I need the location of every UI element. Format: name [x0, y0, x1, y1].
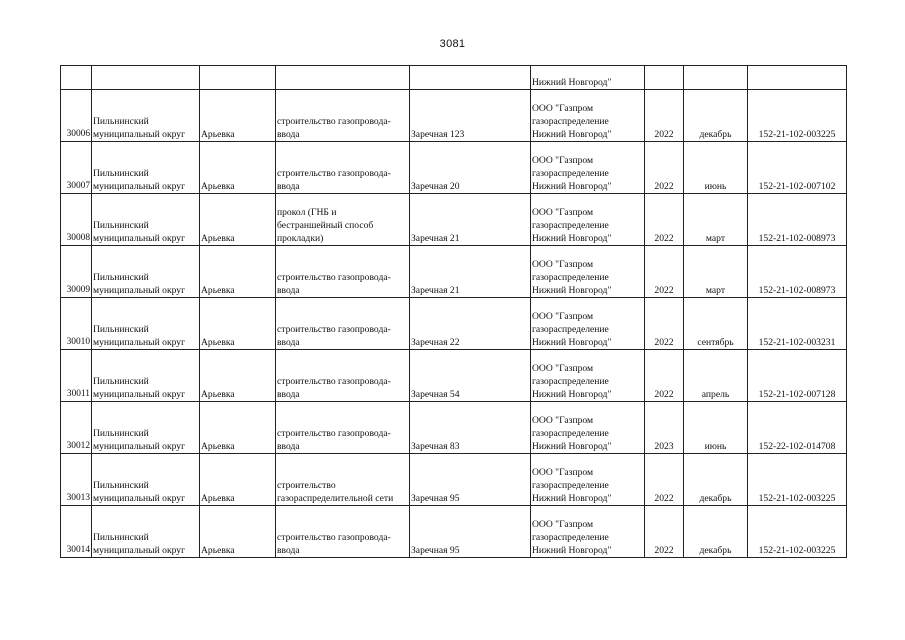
cell-year: 2022	[645, 298, 684, 350]
work-line: строительство газопровода-	[277, 376, 391, 387]
cell-id: 30008	[61, 194, 92, 246]
cell-code: 152-21-102-007102	[748, 142, 847, 194]
cell-year: 2022	[645, 90, 684, 142]
org-line: газораспределение	[532, 168, 609, 179]
cell-village: Арьевка	[200, 402, 276, 454]
org-line: Нижний Новгород"	[532, 389, 612, 400]
cell-year: 2022	[645, 350, 684, 402]
cell-code	[748, 66, 847, 90]
table-row	[61, 402, 847, 454]
district-line: муниципальный округ	[93, 285, 186, 296]
cell-organization	[531, 90, 645, 142]
work-line: ввода	[277, 441, 300, 452]
gas-registry-table	[60, 65, 847, 558]
work-line: ввода	[277, 129, 300, 140]
org-line: газораспределение	[532, 272, 609, 283]
cell-work	[276, 90, 410, 142]
district-line: Пильнинский	[93, 532, 149, 543]
page-number: 3081	[439, 38, 466, 50]
cell-organization	[531, 454, 645, 506]
cell-id: 30014	[61, 506, 92, 558]
cell-id: 30006	[61, 90, 92, 142]
cell-street: Заречная 22	[410, 298, 531, 350]
work-line: строительство газопровода-	[277, 116, 391, 127]
org-line: Нижний Новгород"	[532, 545, 612, 556]
cell-organization	[531, 66, 645, 90]
cell-code: 152-21-102-008973	[748, 246, 847, 298]
work-line: строительство	[277, 480, 336, 491]
org-line: ООО "Газпром	[532, 103, 594, 114]
table-row	[61, 194, 847, 246]
org-line: ООО "Газпром	[532, 363, 594, 374]
cell-district	[92, 142, 200, 194]
work-line: ввода	[277, 181, 300, 192]
org-line: Нижний Новгород"	[532, 233, 612, 244]
table-row	[61, 454, 847, 506]
cell-district	[92, 90, 200, 142]
cell-village: Арьевка	[200, 506, 276, 558]
org-line: газораспределение	[532, 116, 609, 127]
cell-street: Заречная 83	[410, 402, 531, 454]
cell-work	[276, 402, 410, 454]
district-line: Пильнинский	[93, 376, 149, 387]
work-line: ввода	[277, 389, 300, 400]
org-line: Нижний Новгород"	[532, 337, 612, 348]
cell-work	[276, 246, 410, 298]
district-line: Пильнинский	[93, 324, 149, 335]
district-line: Пильнинский	[93, 116, 149, 127]
org-line: газораспределение	[532, 324, 609, 335]
district-line: Пильнинский	[93, 220, 149, 231]
cell-id: 30012	[61, 402, 92, 454]
org-line: ООО "Газпром	[532, 155, 594, 166]
district-line: муниципальный округ	[93, 181, 186, 192]
cell-work	[276, 506, 410, 558]
cell-month: июнь	[684, 402, 748, 454]
org-line: газораспределение	[532, 480, 609, 491]
table-row	[61, 142, 847, 194]
work-line: ввода	[277, 337, 300, 348]
cell-village: Арьевка	[200, 350, 276, 402]
org-line: Нижний Новгород"	[532, 181, 612, 192]
cell-organization	[531, 402, 645, 454]
cell-organization	[531, 350, 645, 402]
table-row	[61, 506, 847, 558]
cell-year	[645, 66, 684, 90]
cell-code: 152-21-102-007128	[748, 350, 847, 402]
org-line: газораспределение	[532, 428, 609, 439]
district-line: муниципальный округ	[93, 337, 186, 348]
org-line: Нижний Новгород"	[532, 493, 612, 504]
district-line: муниципальный округ	[93, 441, 186, 452]
cell-organization	[531, 298, 645, 350]
cell-village: Арьевка	[200, 454, 276, 506]
cell-month: март	[684, 194, 748, 246]
cell-district	[92, 298, 200, 350]
cell-street: Заречная 21	[410, 246, 531, 298]
cell-month	[684, 66, 748, 90]
cell-street: Заречная 54	[410, 350, 531, 402]
cell-village	[200, 66, 276, 90]
cell-year: 2022	[645, 246, 684, 298]
cell-year: 2022	[645, 506, 684, 558]
cell-village: Арьевка	[200, 90, 276, 142]
cell-street: Заречная 21	[410, 194, 531, 246]
cell-year: 2022	[645, 142, 684, 194]
cell-id: 30010	[61, 298, 92, 350]
cell-id: 30013	[61, 454, 92, 506]
table-row	[61, 350, 847, 402]
table-row	[61, 90, 847, 142]
org-line: ООО "Газпром	[532, 415, 594, 426]
cell-id	[61, 66, 92, 90]
work-line: строительство газопровода-	[277, 428, 391, 439]
cell-month: декабрь	[684, 90, 748, 142]
cell-street: Заречная 123	[410, 90, 531, 142]
cell-district	[92, 454, 200, 506]
work-line: бестраншейный способ	[277, 220, 374, 231]
cell-month: июнь	[684, 142, 748, 194]
cell-year: 2023	[645, 402, 684, 454]
work-line: прокладки)	[277, 233, 324, 244]
org-line: Нижний Новгород"	[532, 285, 612, 296]
cell-month: март	[684, 246, 748, 298]
cell-street	[410, 66, 531, 90]
work-line: ввода	[277, 285, 300, 296]
district-line: муниципальный округ	[93, 545, 186, 556]
cell-year: 2022	[645, 194, 684, 246]
cell-code: 152-21-102-008973	[748, 194, 847, 246]
district-line: муниципальный округ	[93, 389, 186, 400]
district-line: Пильнинский	[93, 428, 149, 439]
district-line: муниципальный округ	[93, 493, 186, 504]
cell-id: 30007	[61, 142, 92, 194]
cell-code: 152-21-102-003231	[748, 298, 847, 350]
cell-district	[92, 246, 200, 298]
org-line: ООО "Газпром	[532, 519, 594, 530]
table-row	[61, 298, 847, 350]
cell-work	[276, 142, 410, 194]
cell-district	[92, 350, 200, 402]
cell-year: 2022	[645, 454, 684, 506]
org-line: Нижний Новгород"	[532, 129, 612, 140]
cell-work	[276, 298, 410, 350]
cell-district	[92, 66, 200, 90]
cell-street: Заречная 95	[410, 506, 531, 558]
cell-district	[92, 194, 200, 246]
cell-work	[276, 350, 410, 402]
registry-body	[61, 66, 847, 558]
cell-work	[276, 66, 410, 90]
cell-code: 152-21-102-003225	[748, 454, 847, 506]
org-line: ООО "Газпром	[532, 207, 594, 218]
district-line: муниципальный округ	[93, 129, 186, 140]
org-line: газораспределение	[532, 376, 609, 387]
cell-work	[276, 194, 410, 246]
district-line: Пильнинский	[93, 272, 149, 283]
cell-village: Арьевка	[200, 142, 276, 194]
cell-district	[92, 506, 200, 558]
continuation-row	[61, 66, 847, 90]
cell-id: 30009	[61, 246, 92, 298]
work-line: ввода	[277, 545, 300, 556]
org-line: Нижний Новгород"	[532, 77, 612, 88]
district-line: муниципальный округ	[93, 233, 186, 244]
cell-street: Заречная 20	[410, 142, 531, 194]
cell-code: 152-21-102-003225	[748, 506, 847, 558]
district-line: Пильнинский	[93, 480, 149, 491]
org-line: газораспределение	[532, 220, 609, 231]
cell-organization	[531, 142, 645, 194]
cell-id: 30011	[61, 350, 92, 402]
cell-organization	[531, 246, 645, 298]
org-line: Нижний Новгород"	[532, 441, 612, 452]
table-row	[61, 246, 847, 298]
org-line: ООО "Газпром	[532, 259, 594, 270]
work-line: строительство газопровода-	[277, 532, 391, 543]
cell-village: Арьевка	[200, 194, 276, 246]
cell-month: апрель	[684, 350, 748, 402]
cell-month: декабрь	[684, 506, 748, 558]
cell-work	[276, 454, 410, 506]
cell-month: сентябрь	[684, 298, 748, 350]
cell-village: Арьевка	[200, 246, 276, 298]
work-line: строительство газопровода-	[277, 324, 391, 335]
cell-organization	[531, 194, 645, 246]
work-line: прокол (ГНБ и	[277, 207, 337, 218]
cell-code: 152-22-102-014708	[748, 402, 847, 454]
cell-district	[92, 402, 200, 454]
work-line: газораспределительной сети	[277, 493, 394, 504]
work-line: строительство газопровода-	[277, 272, 391, 283]
work-line: строительство газопровода-	[277, 168, 391, 179]
cell-code: 152-21-102-003225	[748, 90, 847, 142]
cell-village: Арьевка	[200, 298, 276, 350]
org-line: газораспределение	[532, 532, 609, 543]
org-line: ООО "Газпром	[532, 311, 594, 322]
district-line: Пильнинский	[93, 168, 149, 179]
cell-street: Заречная 95	[410, 454, 531, 506]
cell-month: декабрь	[684, 454, 748, 506]
org-line: ООО "Газпром	[532, 467, 594, 478]
cell-organization	[531, 506, 645, 558]
